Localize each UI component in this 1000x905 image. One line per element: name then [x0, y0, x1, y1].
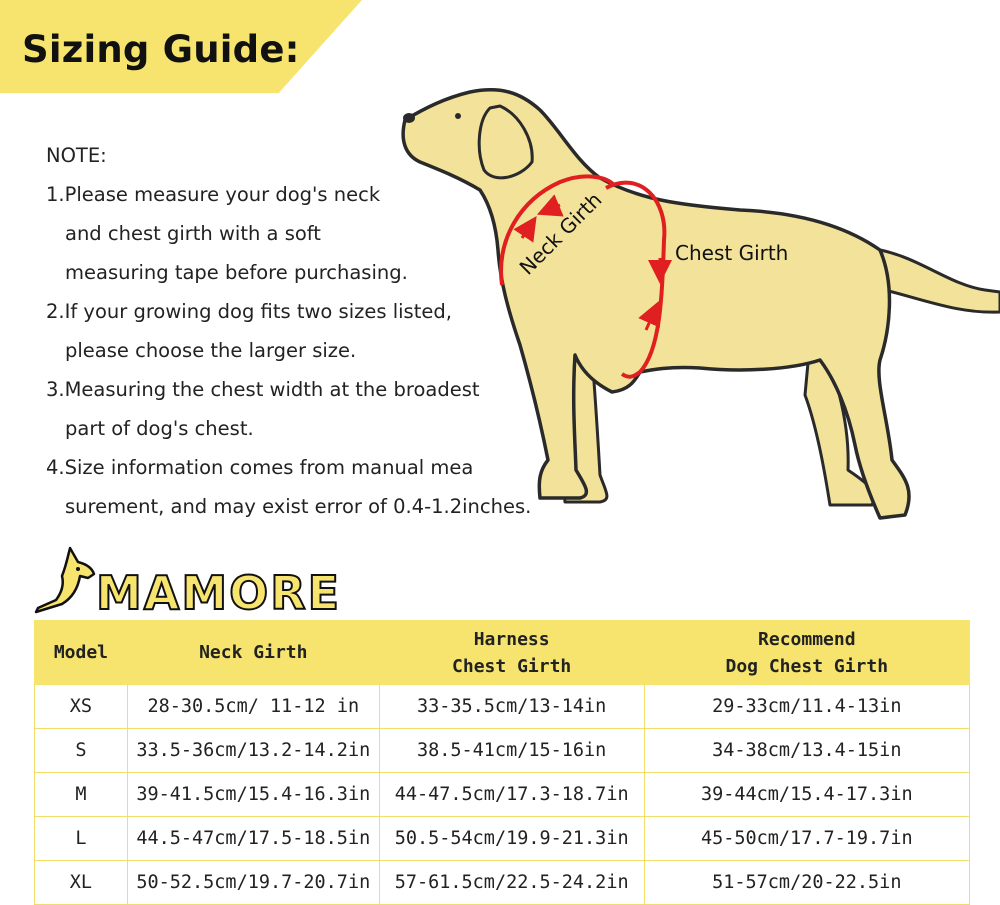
cell-recommend: 34-38cm/13.4-15in	[644, 729, 969, 773]
size-table	[34, 620, 970, 905]
dog-logo-icon	[32, 542, 102, 620]
page-title: Sizing Guide:	[22, 28, 300, 71]
header-model: Model	[35, 621, 128, 685]
cell-recommend: 39-44cm/15.4-17.3in	[644, 773, 969, 817]
brand-logo	[32, 542, 362, 620]
cell-neck: 39-41.5cm/15.4-16.3in	[127, 773, 379, 817]
table-row	[35, 773, 970, 817]
cell-recommend: 45-50cm/17.7-19.7in	[644, 817, 969, 861]
dog-eye	[455, 113, 461, 119]
cell-neck: 28-30.5cm/ 11-12 in	[127, 685, 379, 729]
dog-nose	[403, 113, 415, 123]
note-line: 1.Please measure your dog's neck	[46, 183, 381, 206]
cell-neck: 44.5-47cm/17.5-18.5in	[127, 817, 379, 861]
header-recommend-line1: Recommend	[758, 628, 856, 650]
cell-harness: 57-61.5cm/22.5-24.2in	[379, 861, 644, 905]
note-line: measuring tape before purchasing.	[65, 261, 408, 284]
note-line: and chest girth with a soft	[65, 222, 321, 245]
header-harness-line1: Harness	[473, 628, 550, 650]
header-neck-girth: Neck Girth	[127, 621, 379, 685]
note-line: part of dog's chest.	[65, 417, 254, 440]
table-row	[35, 729, 970, 773]
chest-girth-label: Chest Girth	[675, 241, 789, 265]
cell-recommend: 29-33cm/11.4-13in	[644, 685, 969, 729]
notes-heading: NOTE:	[46, 144, 107, 167]
cell-model: XS	[35, 685, 128, 729]
header-harness-chest-girth	[379, 621, 644, 685]
cell-harness: 33-35.5cm/13-14in	[379, 685, 644, 729]
dog-measurement-diagram	[395, 78, 1000, 528]
table-header-row	[35, 621, 970, 685]
note-line: surement, and may exist error of 0.4-1.2inches.	[65, 495, 532, 518]
table-row	[35, 817, 970, 861]
note-line: 3.Measuring the chest width at the broadest	[46, 378, 480, 401]
cell-harness: 50.5-54cm/19.9-21.3in	[379, 817, 644, 861]
cell-recommend: 51-57cm/20-22.5in	[644, 861, 969, 905]
header-recommend-line2: Dog Chest Girth	[725, 655, 889, 677]
note-line: please choose the larger size.	[65, 339, 357, 362]
cell-harness: 44-47.5cm/17.3-18.7in	[379, 773, 644, 817]
cell-neck: 50-52.5cm/19.7-20.7in	[127, 861, 379, 905]
table-row	[35, 685, 970, 729]
neck-girth-label: Neck Girth	[514, 187, 607, 280]
note-line: 2.If your growing dog fits two sizes listed,	[46, 300, 452, 323]
dog-tail	[880, 250, 1000, 312]
header-harness-line2: Chest Girth	[452, 655, 572, 677]
cell-model: XL	[35, 861, 128, 905]
cell-model: S	[35, 729, 128, 773]
cell-harness: 38.5-41cm/15-16in	[379, 729, 644, 773]
note-line: 4.Size information comes from manual mea	[46, 456, 474, 479]
header-recommend-dog-chest-girth	[644, 621, 969, 685]
cell-model: M	[35, 773, 128, 817]
cell-model: L	[35, 817, 128, 861]
cell-neck: 33.5-36cm/13.2-14.2in	[127, 729, 379, 773]
brand-name: MAMORE	[96, 566, 342, 620]
